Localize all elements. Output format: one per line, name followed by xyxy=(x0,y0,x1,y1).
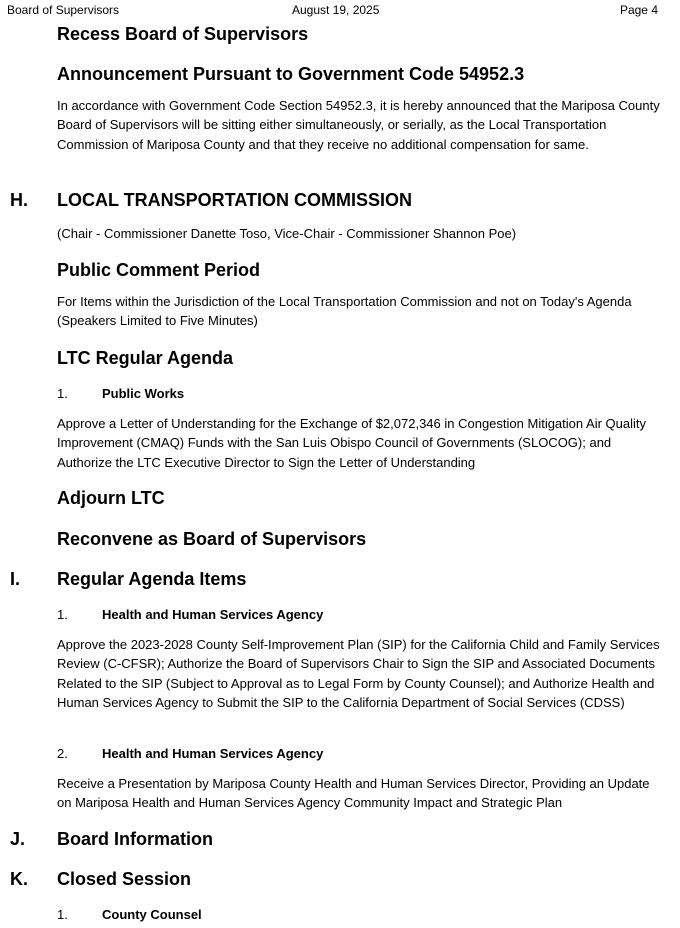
regular-item-2-label: Health and Human Services Agency xyxy=(102,746,324,761)
ltc-item-1-label: Public Works xyxy=(102,386,185,401)
regular-item-2-number: 2. xyxy=(57,746,68,761)
closed-session-item-1 xyxy=(57,906,202,924)
section-j-letter: J. xyxy=(10,829,26,849)
section-k-letter: K. xyxy=(10,869,28,889)
section-j-title: Board Information xyxy=(57,829,213,849)
section-h-letter: H. xyxy=(10,190,28,210)
reconvene-heading: Reconvene as Board of Supervisors xyxy=(57,529,367,549)
page-header xyxy=(7,2,658,20)
adjourn-ltc-heading: Adjourn LTC xyxy=(57,488,165,508)
public-comment-text: For Items within the Jurisdiction of the Local Transportation Commission and not on Today's Agenda (Speakers Limited to Five Minutes) xyxy=(57,294,632,329)
header-page-number: Page 4 xyxy=(619,3,658,17)
regular-item-1-number: 1. xyxy=(57,607,68,622)
closed-session-item-1-label: County Counsel xyxy=(102,907,202,922)
regular-item-2 xyxy=(57,745,323,763)
section-i-letter: I. xyxy=(10,569,21,589)
header-board-name: Board of Supervisors xyxy=(7,3,120,17)
ltc-agenda-heading: LTC Regular Agenda xyxy=(57,348,234,368)
ltc-item-1 xyxy=(57,385,184,403)
header-date: August 19, 2025 xyxy=(292,3,380,17)
regular-item-1 xyxy=(57,606,323,624)
announcement-text: In accordance with Government Code Section 54952.3, it is hereby announced that the Mariposa County Board of Supervisors will be sitting either simultaneously, or serially, as the Local Transportation Commission of Mariposa County and that they receive no additional compensation for same. xyxy=(57,98,660,152)
public-comment-heading: Public Comment Period xyxy=(57,260,261,280)
section-h-title: LOCAL TRANSPORTATION COMMISSION xyxy=(57,190,412,210)
recess-heading: Recess Board of Supervisors xyxy=(57,24,309,44)
regular-item-1-label: Health and Human Services Agency xyxy=(102,607,324,622)
regular-item-1-text: Approve the 2023-2028 County Self-Improvement Plan (SIP) for the California Child and Family Services Review (C-CFSR); Authorize the Board of Supervisors Chair to Sign the SIP and Associated Documents Related to the SIP (Subject to Approval as to Legal Form by County Counsel); and Authorize Health and Human Services Agency to Submit the SIP to the California Department of Social Services (CDSS) xyxy=(57,637,660,711)
section-i-title: Regular Agenda Items xyxy=(57,569,247,589)
regular-item-2-text: Receive a Presentation by Mariposa County Health and Human Services Director, Providing an Update on Mariposa Health and Human Services Agency Community Impact and Strategic Plan xyxy=(57,776,650,811)
section-h-subtitle: (Chair - Commissioner Danette Toso, Vice-Chair - Commissioner Shannon Poe) xyxy=(57,226,517,241)
section-k-title: Closed Session xyxy=(57,869,192,889)
announcement-heading: Announcement Pursuant to Government Code 54952.3 xyxy=(57,64,525,84)
closed-session-item-1-number: 1. xyxy=(57,907,68,922)
ltc-item-1-number: 1. xyxy=(57,386,68,401)
ltc-item-1-text: Approve a Letter of Understanding for the Exchange of $2,072,346 in Congestion Mitigation Air Quality Improvement (CMAQ) Funds with the San Luis Obispo Council of Governments (SLOCOG); and Authorize the LTC Executive Director to Sign the Letter of Understanding xyxy=(57,416,646,470)
